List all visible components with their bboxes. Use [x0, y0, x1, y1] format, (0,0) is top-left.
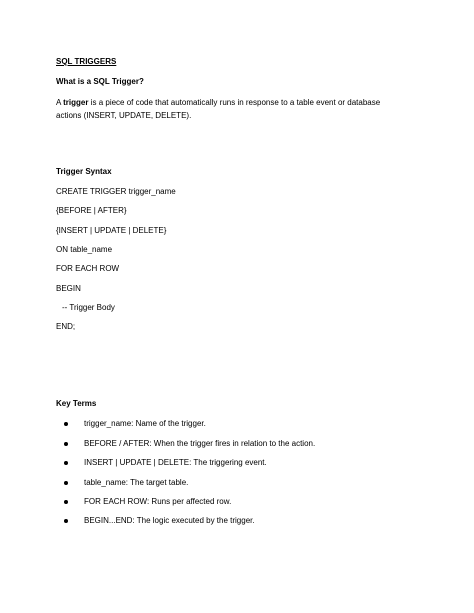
question-heading: What is a SQL Trigger?	[56, 77, 144, 86]
syntax-line: -- Trigger Body	[62, 303, 115, 312]
definition-line-2: actions (INSERT, UPDATE, DELETE).	[56, 111, 192, 120]
list-item: BEFORE / AFTER: When the trigger fires in relation to the action.	[84, 439, 316, 448]
list-item: FOR EACH ROW: Runs per affected row.	[84, 497, 232, 506]
syntax-line: {INSERT | UPDATE | DELETE}	[56, 226, 167, 235]
bullet-dot-icon	[64, 500, 68, 504]
definition-line-1	[56, 97, 380, 108]
list-item: trigger_name: Name of the trigger.	[84, 419, 206, 428]
definition-term: trigger	[63, 98, 89, 107]
list-item: INSERT | UPDATE | DELETE: The triggering event.	[84, 458, 267, 467]
syntax-line: END;	[56, 322, 76, 331]
doc-title: SQL TRIGGERS	[56, 57, 117, 66]
syntax-line: {BEFORE | AFTER}	[56, 206, 127, 215]
syntax-heading: Trigger Syntax	[56, 167, 112, 176]
syntax-line: BEGIN	[56, 284, 81, 293]
bullet-dot-icon	[64, 461, 68, 465]
syntax-line: CREATE TRIGGER trigger_name	[56, 187, 176, 196]
syntax-line: FOR EACH ROW	[56, 264, 120, 273]
definition-rest: is a piece of code that automatically runs in response to a table event or database	[88, 98, 381, 107]
list-item: BEGIN...END: The logic executed by the trigger.	[84, 516, 255, 525]
bullet-dot-icon	[64, 442, 68, 446]
list-item: table_name: The target table.	[84, 478, 189, 487]
bullet-dot-icon	[64, 422, 68, 426]
syntax-line: ON table_name	[56, 245, 113, 254]
key-terms-heading: Key Terms	[56, 399, 97, 408]
definition-prefix: A	[56, 98, 64, 107]
bullet-dot-icon	[64, 519, 68, 523]
bullet-dot-icon	[64, 481, 68, 485]
